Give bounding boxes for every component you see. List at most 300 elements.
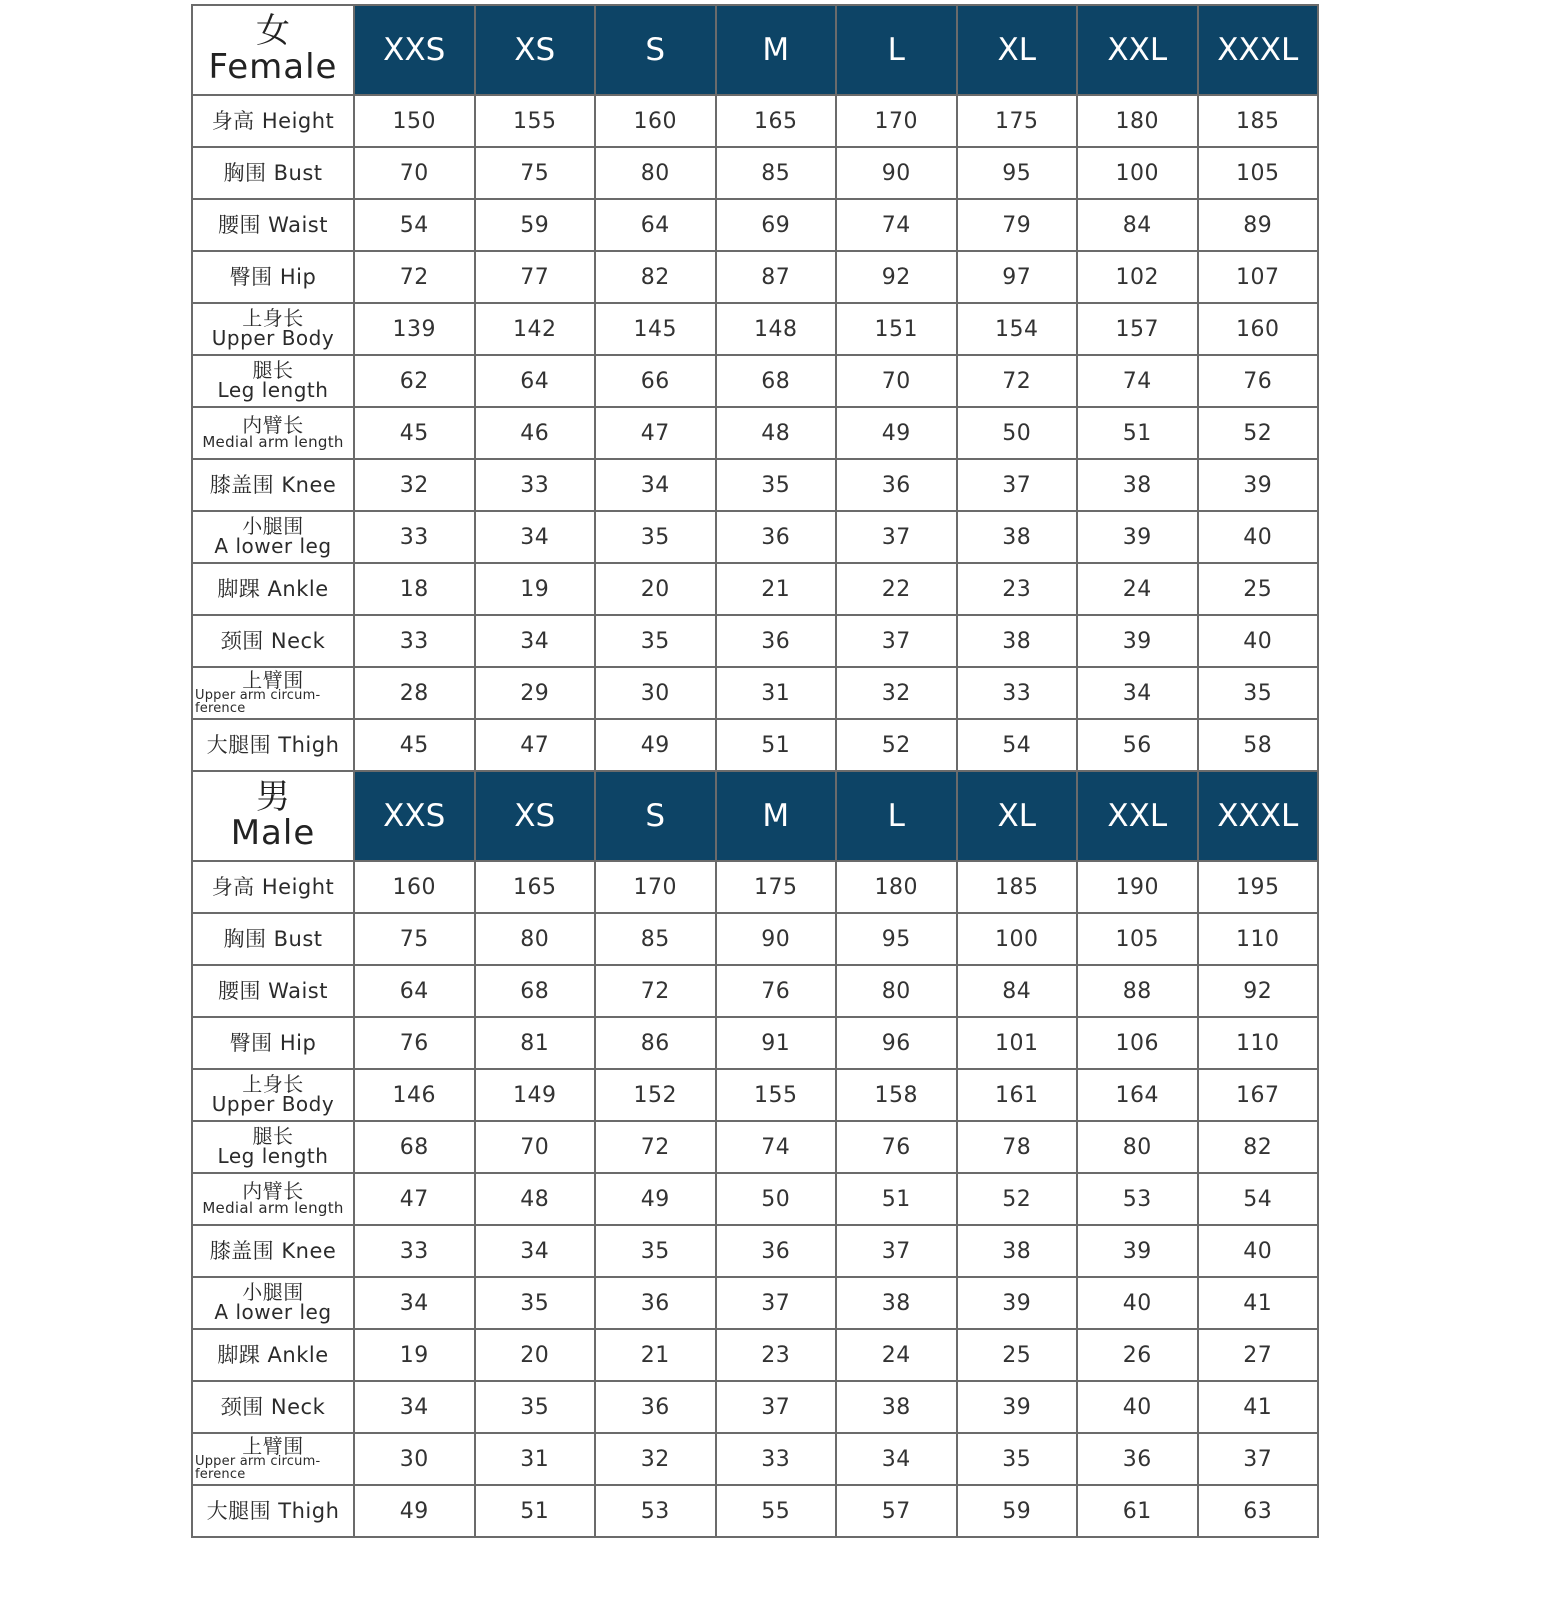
female-value-cell: 35 [1198,667,1319,719]
male-value-cell: 47 [354,1173,475,1225]
female-value-cell: 36 [836,459,957,511]
female-value-cell: 90 [836,147,957,199]
male-value-cell: 81 [475,1017,596,1069]
female-size-header-s: S [595,5,716,95]
female-label-en: Female [208,47,338,87]
male-value-cell: 39 [957,1381,1078,1433]
male-value-cell: 75 [354,913,475,965]
female-size-header-xxs: XXS [354,5,475,95]
male-value-cell: 57 [836,1485,957,1537]
female-measure-label-line: 上臂围 [242,667,304,692]
female-measure-label-line: ference [195,700,246,716]
female-measure-label [192,199,354,251]
male-value-cell: 25 [957,1329,1078,1381]
male-value-cell: 59 [957,1485,1078,1537]
female-size-header-l: L [836,5,957,95]
male-value-cell: 68 [354,1121,475,1173]
male-measure-row [192,1225,1318,1277]
female-measure-label-line: 小腿围 [242,514,304,539]
female-value-cell: 34 [595,459,716,511]
male-value-cell: 185 [957,861,1078,913]
female-value-cell: 97 [957,251,1078,303]
female-value-cell: 21 [716,563,837,615]
male-value-cell: 82 [1198,1121,1319,1173]
female-value-cell: 76 [1198,355,1319,407]
male-value-cell: 110 [1198,1017,1319,1069]
male-measure-label-line: 腰围 Waist [218,978,328,1003]
female-measure-label-line: 胸围 Bust [223,160,323,185]
female-value-cell: 154 [957,303,1078,355]
female-value-cell: 56 [1077,719,1198,771]
male-value-cell: 34 [475,1225,596,1277]
female-value-cell: 92 [836,251,957,303]
male-value-cell: 41 [1198,1277,1319,1329]
male-measure-label [192,1277,354,1329]
female-value-cell: 72 [354,251,475,303]
female-value-cell: 54 [957,719,1078,771]
female-value-cell: 36 [716,615,837,667]
female-value-cell: 84 [1077,199,1198,251]
male-value-cell: 36 [595,1381,716,1433]
male-value-cell: 48 [475,1173,596,1225]
female-measure-label-line: 身高 Height [211,108,335,133]
female-measure-row [192,407,1318,459]
female-value-cell: 100 [1077,147,1198,199]
male-measure-row [192,1277,1318,1329]
male-value-cell: 61 [1077,1485,1198,1537]
female-measure-label-line: 颈围 Neck [220,628,326,653]
male-value-cell: 72 [595,965,716,1017]
male-value-cell: 39 [957,1277,1078,1329]
male-value-cell: 155 [716,1069,837,1121]
male-value-cell: 36 [716,1225,837,1277]
male-value-cell: 34 [354,1381,475,1433]
male-measure-label-line: 上臂围 [242,1433,304,1458]
male-value-cell: 51 [836,1173,957,1225]
female-value-cell: 54 [354,199,475,251]
female-value-cell: 105 [1198,147,1319,199]
female-value-cell: 49 [595,719,716,771]
male-measure-label [192,1225,354,1277]
male-measure-row [192,1069,1318,1121]
male-value-cell: 38 [836,1277,957,1329]
female-value-cell: 36 [716,511,837,563]
male-measure-label [192,1017,354,1069]
female-value-cell: 34 [1077,667,1198,719]
female-value-cell: 37 [836,615,957,667]
male-value-cell: 40 [1077,1277,1198,1329]
female-measure-label [192,251,354,303]
female-value-cell: 175 [957,95,1078,147]
male-value-cell: 106 [1077,1017,1198,1069]
male-value-cell: 190 [1077,861,1198,913]
male-measure-label [192,1329,354,1381]
male-measure-label [192,861,354,913]
male-value-cell: 38 [836,1381,957,1433]
female-value-cell: 31 [716,667,837,719]
male-value-cell: 53 [595,1485,716,1537]
female-value-cell: 34 [475,511,596,563]
female-measure-label [192,667,354,719]
female-value-cell: 35 [716,459,837,511]
male-measure-label [192,913,354,965]
female-value-cell: 34 [475,615,596,667]
male-value-cell: 86 [595,1017,716,1069]
female-measure-label-line: 脚踝 Ankle [217,576,329,601]
male-measure-label-line: 上身长 [242,1072,304,1097]
male-value-cell: 41 [1198,1381,1319,1433]
female-value-cell: 28 [354,667,475,719]
male-value-cell: 68 [475,965,596,1017]
female-value-cell: 180 [1077,95,1198,147]
male-value-cell: 80 [836,965,957,1017]
female-size-header-xxxl: XXXL [1198,5,1319,95]
female-value-cell: 24 [1077,563,1198,615]
male-value-cell: 36 [595,1277,716,1329]
female-value-cell: 40 [1198,615,1319,667]
female-value-cell: 32 [836,667,957,719]
female-value-cell: 75 [475,147,596,199]
female-measure-row [192,719,1318,771]
male-label-en: Male [230,813,316,853]
male-measure-label [192,1173,354,1225]
male-value-cell: 39 [1077,1225,1198,1277]
male-size-header-xs: XS [475,771,596,861]
female-size-header-xxl: XXL [1077,5,1198,95]
male-measure-label [192,1433,354,1485]
female-value-cell: 51 [716,719,837,771]
male-value-cell: 49 [354,1485,475,1537]
male-measure-row [192,1121,1318,1173]
male-size-header-l: L [836,771,957,861]
female-header-row [192,5,1318,95]
male-value-cell: 33 [716,1433,837,1485]
male-value-cell: 76 [354,1017,475,1069]
male-value-cell: 34 [836,1433,957,1485]
female-value-cell: 151 [836,303,957,355]
male-value-cell: 36 [1077,1433,1198,1485]
male-measure-label [192,1121,354,1173]
male-measure-row [192,1329,1318,1381]
female-value-cell: 38 [957,615,1078,667]
female-value-cell: 46 [475,407,596,459]
female-measure-row [192,563,1318,615]
male-value-cell: 31 [475,1433,596,1485]
male-size-header-xxxl: XXXL [1198,771,1319,861]
male-header-label [192,771,354,861]
female-value-cell: 29 [475,667,596,719]
male-value-cell: 21 [595,1329,716,1381]
female-measure-label-line: Medial arm length [202,433,344,452]
female-value-cell: 38 [1077,459,1198,511]
female-value-cell: 19 [475,563,596,615]
female-value-cell: 39 [1077,615,1198,667]
female-value-cell: 59 [475,199,596,251]
female-value-cell: 107 [1198,251,1319,303]
male-value-cell: 32 [595,1433,716,1485]
female-value-cell: 89 [1198,199,1319,251]
male-measure-row [192,1017,1318,1069]
female-measure-label-line: 腰围 Waist [218,212,328,237]
male-value-cell: 24 [836,1329,957,1381]
female-measure-row [192,199,1318,251]
female-measure-label-line: 上身长 [242,306,304,331]
female-value-cell: 155 [475,95,596,147]
female-value-cell: 165 [716,95,837,147]
female-value-cell: 20 [595,563,716,615]
female-value-cell: 33 [957,667,1078,719]
female-value-cell: 37 [957,459,1078,511]
female-value-cell: 49 [836,407,957,459]
female-value-cell: 45 [354,719,475,771]
male-size-header-m: M [716,771,837,861]
female-value-cell: 25 [1198,563,1319,615]
female-measure-label-line: 膝盖围 Knee [209,472,337,497]
size-chart-body [192,5,1318,1537]
female-value-cell: 23 [957,563,1078,615]
male-value-cell: 76 [716,965,837,1017]
female-value-cell: 70 [836,355,957,407]
male-value-cell: 51 [475,1485,596,1537]
male-value-cell: 149 [475,1069,596,1121]
female-value-cell: 139 [354,303,475,355]
male-measure-label-line: 大腿围 Thigh [206,1498,340,1523]
male-value-cell: 37 [1198,1433,1319,1485]
female-value-cell: 74 [1077,355,1198,407]
female-size-header-xs: XS [475,5,596,95]
female-value-cell: 33 [475,459,596,511]
male-value-cell: 35 [595,1225,716,1277]
male-value-cell: 164 [1077,1069,1198,1121]
female-measure-label-line: A lower leg [214,534,332,558]
female-value-cell: 38 [957,511,1078,563]
male-value-cell: 54 [1198,1173,1319,1225]
male-value-cell: 95 [836,913,957,965]
male-value-cell: 146 [354,1069,475,1121]
female-value-cell: 22 [836,563,957,615]
male-value-cell: 20 [475,1329,596,1381]
male-header-row [192,771,1318,861]
female-value-cell: 69 [716,199,837,251]
female-measure-label [192,459,354,511]
male-value-cell: 167 [1198,1069,1319,1121]
male-value-cell: 78 [957,1121,1078,1173]
male-value-cell: 37 [716,1277,837,1329]
male-value-cell: 152 [595,1069,716,1121]
female-measure-label [192,147,354,199]
female-value-cell: 79 [957,199,1078,251]
female-value-cell: 64 [475,355,596,407]
male-measure-label-line: 内臂长 [242,1178,304,1203]
male-label-cn: 男 [256,777,290,818]
female-measure-row [192,459,1318,511]
male-measure-label-line: ference [195,1466,246,1482]
female-value-cell: 32 [354,459,475,511]
female-measure-label [192,563,354,615]
female-value-cell: 95 [957,147,1078,199]
male-value-cell: 19 [354,1329,475,1381]
male-measure-label-line: 脚踝 Ankle [217,1342,329,1367]
female-measure-row [192,355,1318,407]
female-measure-label [192,407,354,459]
male-value-cell: 35 [475,1381,596,1433]
female-value-cell: 62 [354,355,475,407]
male-value-cell: 76 [836,1121,957,1173]
male-measure-label-line: 臀围 Hip [229,1030,317,1055]
male-measure-row [192,1173,1318,1225]
female-value-cell: 33 [354,615,475,667]
male-value-cell: 34 [354,1277,475,1329]
female-value-cell: 48 [716,407,837,459]
male-value-cell: 92 [1198,965,1319,1017]
female-value-cell: 68 [716,355,837,407]
female-size-header-xl: XL [957,5,1078,95]
male-value-cell: 33 [354,1225,475,1277]
male-measure-row [192,1433,1318,1485]
male-value-cell: 37 [836,1225,957,1277]
female-value-cell: 66 [595,355,716,407]
male-measure-label-line: 身高 Height [211,874,335,899]
male-value-cell: 52 [957,1173,1078,1225]
male-value-cell: 26 [1077,1329,1198,1381]
female-value-cell: 157 [1077,303,1198,355]
female-measure-label [192,719,354,771]
male-measure-row [192,1381,1318,1433]
male-measure-label-line: 胸围 Bust [223,926,323,951]
female-measure-label [192,95,354,147]
female-measure-label-line: 腿长 [252,358,294,383]
male-measure-label-line: Upper arm circum- [195,1454,321,1470]
female-measure-label-line: 内臂长 [242,412,304,437]
female-measure-row [192,95,1318,147]
female-value-cell: 39 [1198,459,1319,511]
male-value-cell: 23 [716,1329,837,1381]
size-chart-table [191,4,1319,1538]
male-value-cell: 180 [836,861,957,913]
female-value-cell: 50 [957,407,1078,459]
male-value-cell: 50 [716,1173,837,1225]
male-measure-label-line: 腿长 [252,1124,294,1149]
female-value-cell: 160 [1198,303,1319,355]
female-value-cell: 35 [595,615,716,667]
female-value-cell: 72 [957,355,1078,407]
male-value-cell: 175 [716,861,837,913]
female-measure-row [192,147,1318,199]
male-value-cell: 80 [475,913,596,965]
male-measure-label [192,1381,354,1433]
female-value-cell: 77 [475,251,596,303]
male-measure-label-line: A lower leg [214,1300,332,1324]
male-value-cell: 49 [595,1173,716,1225]
male-value-cell: 40 [1077,1381,1198,1433]
male-value-cell: 80 [1077,1121,1198,1173]
female-value-cell: 40 [1198,511,1319,563]
male-value-cell: 110 [1198,913,1319,965]
female-size-header-m: M [716,5,837,95]
male-measure-label [192,1069,354,1121]
female-value-cell: 102 [1077,251,1198,303]
male-measure-label-line: Upper Body [211,1092,335,1116]
female-value-cell: 47 [475,719,596,771]
male-value-cell: 161 [957,1069,1078,1121]
female-value-cell: 45 [354,407,475,459]
male-size-header-xxs: XXS [354,771,475,861]
male-value-cell: 85 [595,913,716,965]
male-value-cell: 101 [957,1017,1078,1069]
female-measure-label [192,511,354,563]
female-measure-label-line: Upper arm circum- [195,688,321,704]
female-value-cell: 52 [836,719,957,771]
female-value-cell: 47 [595,407,716,459]
female-value-cell: 30 [595,667,716,719]
female-value-cell: 70 [354,147,475,199]
female-value-cell: 51 [1077,407,1198,459]
male-value-cell: 55 [716,1485,837,1537]
male-value-cell: 158 [836,1069,957,1121]
male-value-cell: 195 [1198,861,1319,913]
male-value-cell: 63 [1198,1485,1319,1537]
male-measure-label-line: 颈围 Neck [220,1394,326,1419]
male-value-cell: 74 [716,1121,837,1173]
female-value-cell: 82 [595,251,716,303]
female-value-cell: 80 [595,147,716,199]
female-value-cell: 37 [836,511,957,563]
male-value-cell: 27 [1198,1329,1319,1381]
male-value-cell: 105 [1077,913,1198,965]
male-size-header-xxl: XXL [1077,771,1198,861]
male-measure-label [192,1485,354,1537]
female-value-cell: 33 [354,511,475,563]
male-measure-row [192,1485,1318,1537]
female-value-cell: 170 [836,95,957,147]
male-value-cell: 96 [836,1017,957,1069]
male-value-cell: 165 [475,861,596,913]
male-value-cell: 170 [595,861,716,913]
male-size-header-s: S [595,771,716,861]
female-value-cell: 150 [354,95,475,147]
male-value-cell: 40 [1198,1225,1319,1277]
male-value-cell: 91 [716,1017,837,1069]
male-value-cell: 100 [957,913,1078,965]
female-value-cell: 185 [1198,95,1319,147]
male-value-cell: 53 [1077,1173,1198,1225]
male-value-cell: 37 [716,1381,837,1433]
male-measure-label-line: Leg length [217,1144,329,1168]
male-measure-row [192,861,1318,913]
male-value-cell: 35 [957,1433,1078,1485]
female-measure-label-line: Upper Body [211,326,335,350]
female-measure-label [192,303,354,355]
male-value-cell: 70 [475,1121,596,1173]
female-value-cell: 52 [1198,407,1319,459]
female-value-cell: 74 [836,199,957,251]
male-value-cell: 38 [957,1225,1078,1277]
female-measure-row [192,251,1318,303]
male-value-cell: 64 [354,965,475,1017]
male-value-cell: 30 [354,1433,475,1485]
female-header-label [192,5,354,95]
female-measure-row [192,667,1318,719]
female-measure-row [192,303,1318,355]
female-label-cn: 女 [256,11,290,52]
male-size-header-xl: XL [957,771,1078,861]
female-measure-row [192,511,1318,563]
male-value-cell: 160 [354,861,475,913]
female-measure-label [192,355,354,407]
female-measure-label [192,615,354,667]
female-value-cell: 145 [595,303,716,355]
female-value-cell: 85 [716,147,837,199]
